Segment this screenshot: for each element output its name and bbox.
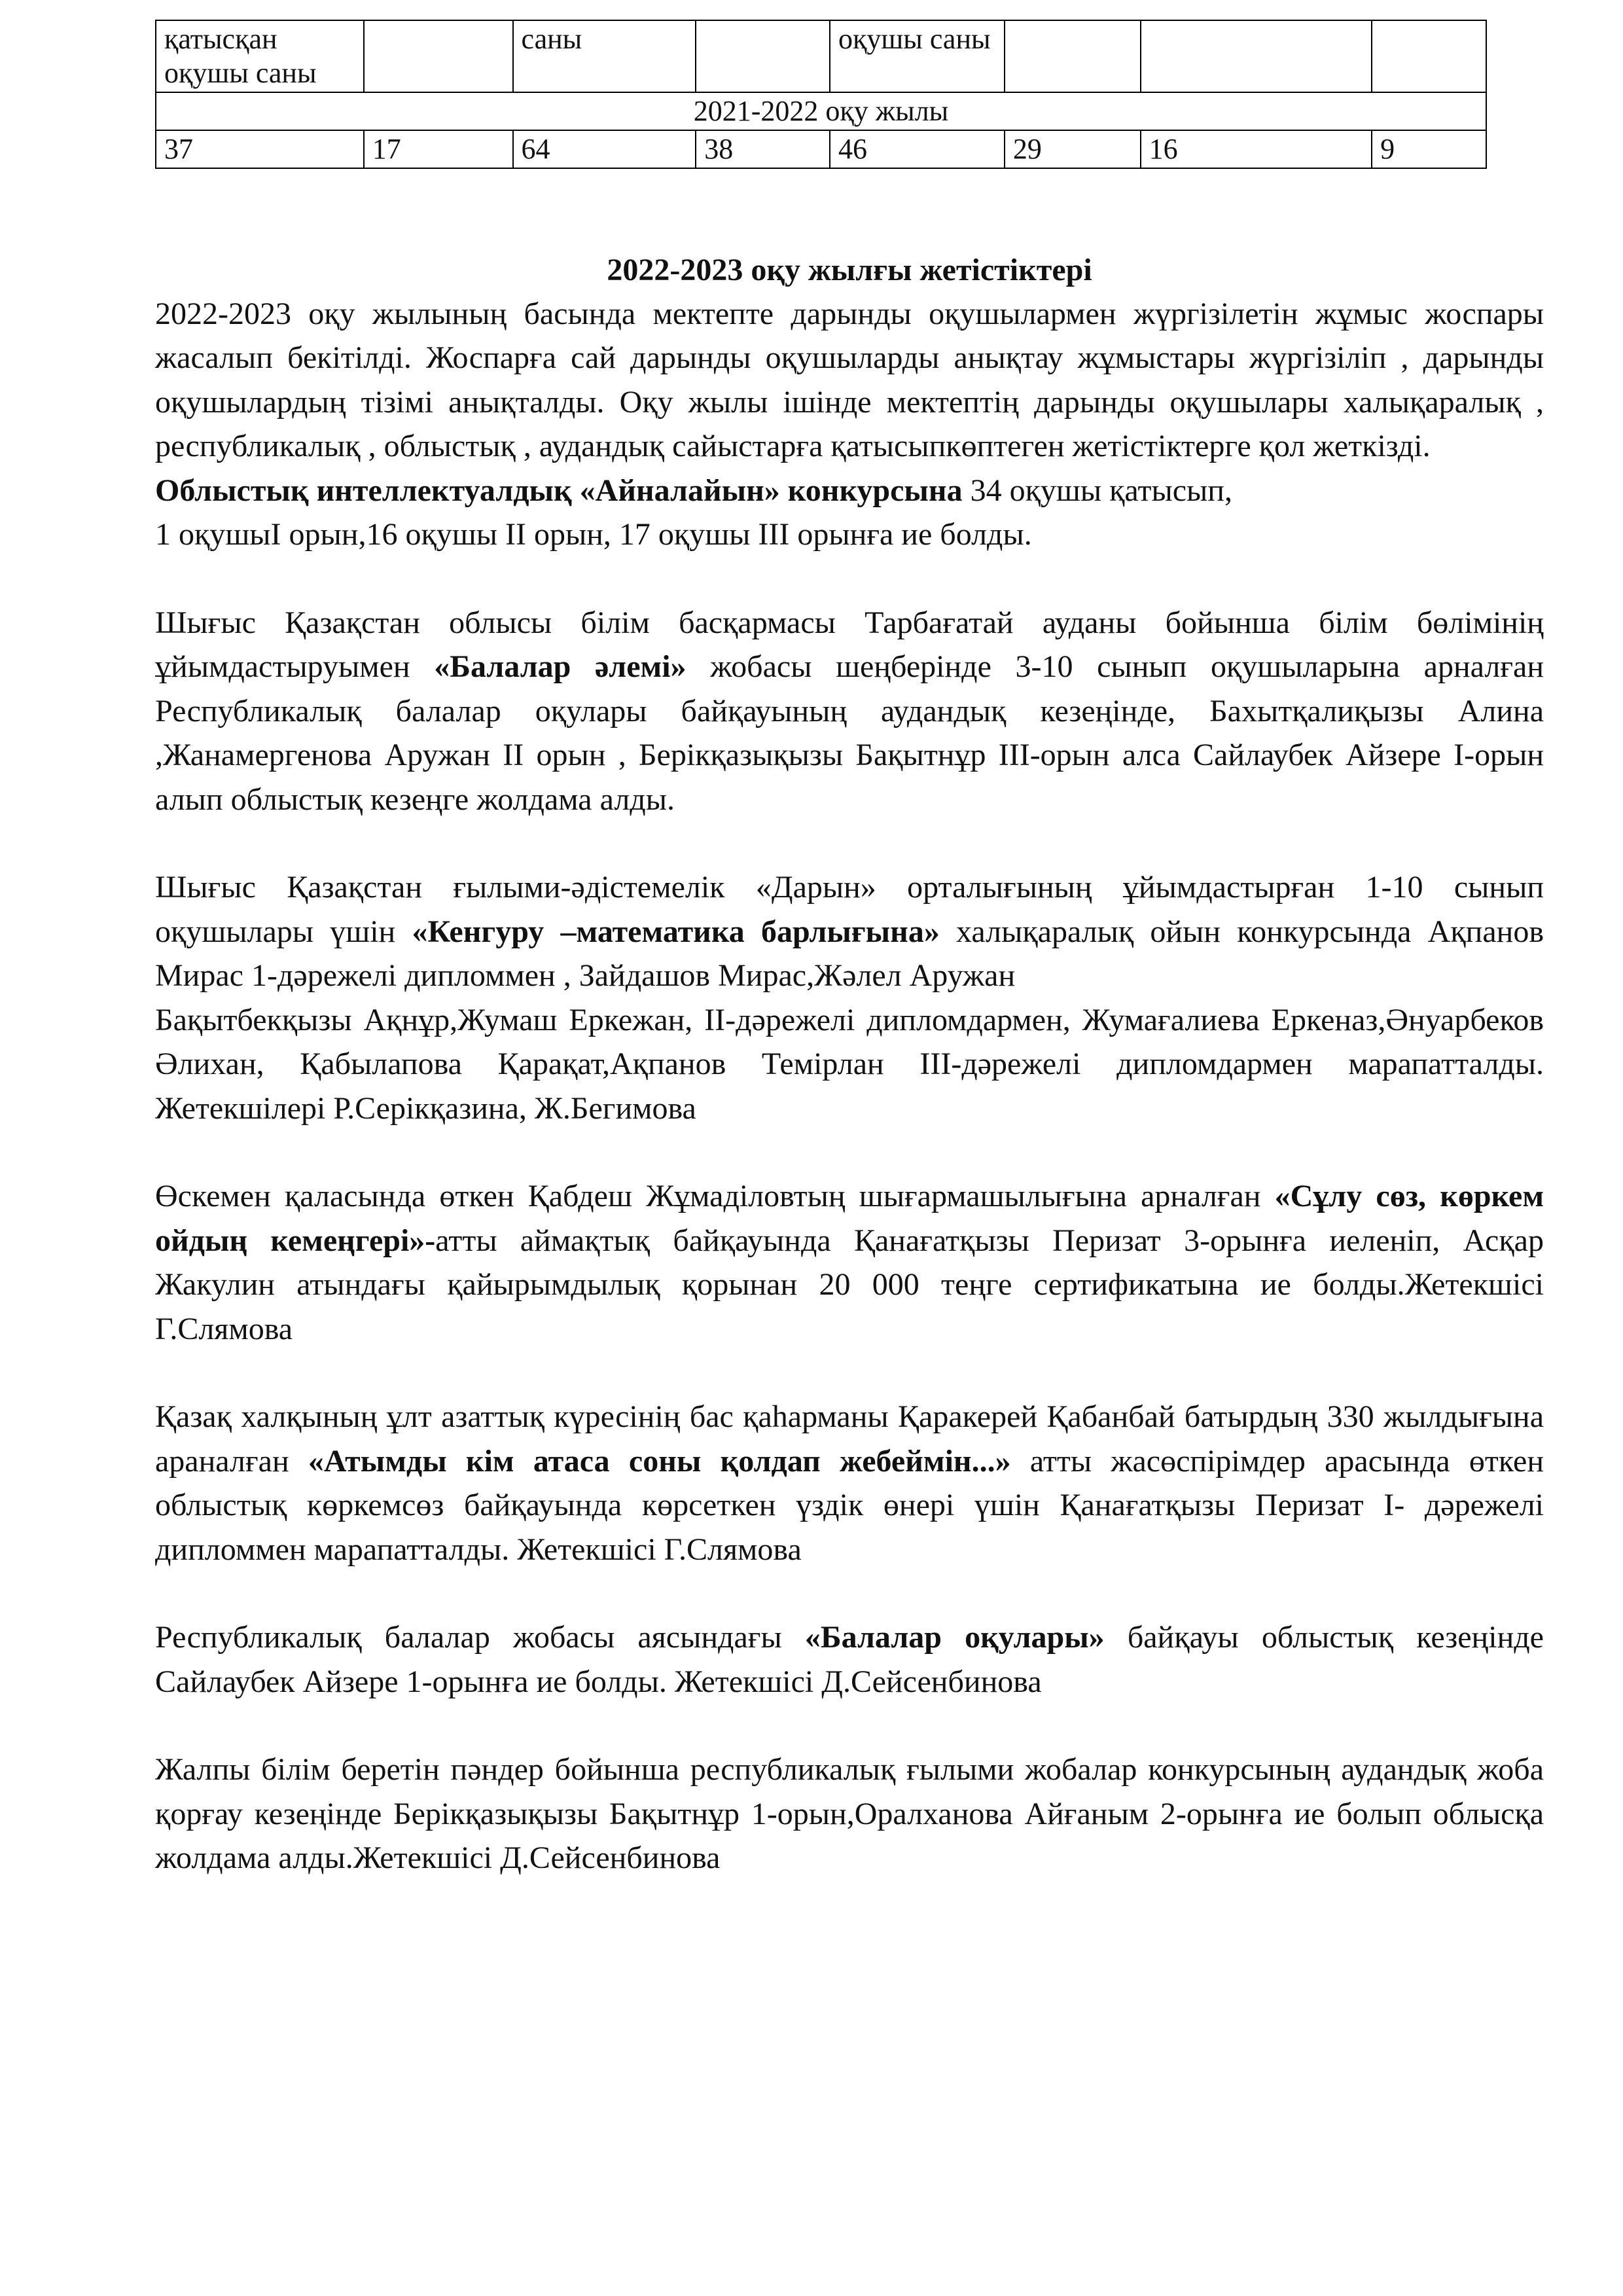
statistics-table (155, 20, 1487, 169)
ainalaiyn-participants: 34 оқушы қатысып, (962, 473, 1232, 508)
sulu-soz-paragraph (155, 1174, 1544, 1351)
table-cell: 16 (1141, 130, 1372, 168)
paragraph-text: Республикалық балалар жобасы аясындағы (155, 1620, 805, 1655)
section-title: 2022-2023 оқу жылғы жетістіктері (607, 252, 1092, 287)
table-header-row (156, 20, 1486, 92)
sulu-soz-title: «Сұлу сөз, көркем ойдың кемеңгері»- (155, 1179, 1544, 1258)
paragraph-text: Қазақ халқының ұлт азаттық күресінің бас қаһарманы Қаракерей Қабанбай батырдың 330 жылдығына араналған (155, 1399, 1544, 1479)
ainalaiyn-contest-name: Облыстық интеллектуалдық «Айналайын» конкурсына (155, 473, 963, 508)
table-cell: оқушы саны (830, 20, 1005, 92)
kenguru-title: «Кенгуру –математика барлығына» (412, 914, 940, 949)
balalar-oqulary-title: «Балалар оқулары» (804, 1620, 1105, 1655)
science-projects-paragraph: Жалпы білім беретін пәндер бойынша республикалық ғылыми жобалар конкурсының аудандық жоба қорғау кезеңінде Берікқазықызы Бақытнұр 1-орын,Оралханова Айғаным 2-орынға ие болып облысқа жолдама алды.Жетекшісі Д.Сейсенбинова (155, 1752, 1544, 1876)
table-cell (364, 20, 513, 92)
table-cell: саны (513, 20, 696, 92)
paragraph-text: Шығыс Қазақстан облысы білім басқармасы Тарбағатай ауданы бойынша білім бөлімінің ұйымдастыруымен (155, 605, 1544, 685)
table-cell: 38 (696, 130, 830, 168)
table-cell: қатысқан оқушы саны (156, 20, 364, 92)
atymdy-paragraph (155, 1395, 1544, 1571)
table-cell: 37 (156, 130, 364, 168)
balalar-alemi-title: «Балалар әлемі» (434, 649, 687, 685)
kenguru-paragraph (155, 865, 1544, 998)
paragraph-text: жобасы шеңберінде 3-10 сынып оқушыларына арналған Республикалық балалар оқулары байқауының аудандық кезеңінде, Бахытқалиқызы Алина ,Жанамергенова Аружан II орын , Берікқазықызы Бақытнұр III-орын алса Сайлаубек Айзере I-орын алып облыстық кезеңге жолдама алды. (155, 649, 1544, 817)
table-cell (1372, 20, 1486, 92)
paragraph-text: халықаралық ойын конкурсында Ақпанов Мирас 1-дәрежелі дипломмен , Зайдашов Мирас,Жәлел Аружан (155, 914, 1544, 994)
atymdy-title: «Атымды кім атаса соны қолдап жебеймін...» (308, 1443, 1011, 1479)
table-cell (696, 20, 830, 92)
table-cell: 46 (830, 130, 1005, 168)
intro-paragraph: 2022-2023 оқу жылының басында мектепте дарынды оқушылармен жүргізілетін жұмыс жоспары жасалып бекітілді. Жоспарға сай дарынды оқушыларды анықтау жұмыстары жүргізіліп , дарынды оқушылардың тізімі анықталды. Оқу жылы ішінде мектептің дарынды оқушылары халықаралық , республикалық , облыстық , аудандық сайыстарға қатысыпкөптеген жетістіктерге қол жеткізді. (155, 296, 1544, 464)
table-cell: 64 (513, 130, 696, 168)
document-page (155, 20, 1544, 1880)
table-cell (1005, 20, 1141, 92)
table-row (156, 130, 1486, 168)
kenguru-continuation: Бақытбекқызы Ақнұр,Жумаш Еркежан, II-дәрежелі дипломдармен, Жумағалиева Еркеназ,Әнуарбеков Әлихан, Қабылапова Қарақат,Ақпанов Темірлан III-дәрежелі дипломдармен марапатталды. Жетекшілері Р.Серікқазина, Ж.Бегимова (155, 1002, 1544, 1126)
balalar-alemi-paragraph (155, 601, 1544, 822)
ainalaiyn-paragraph (155, 469, 1544, 557)
paragraph-text: Шығыс Қазақстан ғылыми-әдістемелік «Дарын» орталығының ұйымдастырған 1-10 сынып оқушылары үшін (155, 870, 1544, 949)
paragraph-text: байқауы облыстық кезеңінде Сайлаубек Айзере 1-орынға ие болды. Жетекшісі Д.Сейсенбинова (155, 1620, 1544, 1699)
ainalaiyn-results: 1 оқушыI орын,16 оқушы II орын, 17 оқушы III орынға ие болды. (155, 517, 1032, 552)
table-cell: 17 (364, 130, 513, 168)
table-year-row (156, 92, 1486, 130)
paragraph-text: атты жасөспірімдер арасында өткен облыстық көркемсөз байқауында көрсеткен үздік өнері үшін Қанағатқызы Перизат I- дәрежелі дипломмен марапатталды. Жетекшісі Г.Слямова (155, 1443, 1544, 1567)
paragraph-text: атты аймақтық байқауында Қанағатқызы Перизат 3-орынға иеленіп, Асқар Жакулин атындағы қайырымдылық қорынан 20 000 теңге сертификатына ие болды.Жетекшісі Г.Слямова (155, 1223, 1544, 1346)
year-label: 2021-2022 оқу жылы (156, 92, 1486, 130)
table-cell (1141, 20, 1372, 92)
table-cell: 9 (1372, 130, 1486, 168)
table-cell: 29 (1005, 130, 1141, 168)
balalar-oqulary-paragraph (155, 1615, 1544, 1704)
paragraph-text: Өскемен қаласында өткен Қабдеш Жұмаділовтың шығармашылығына арналған (155, 1179, 1275, 1214)
